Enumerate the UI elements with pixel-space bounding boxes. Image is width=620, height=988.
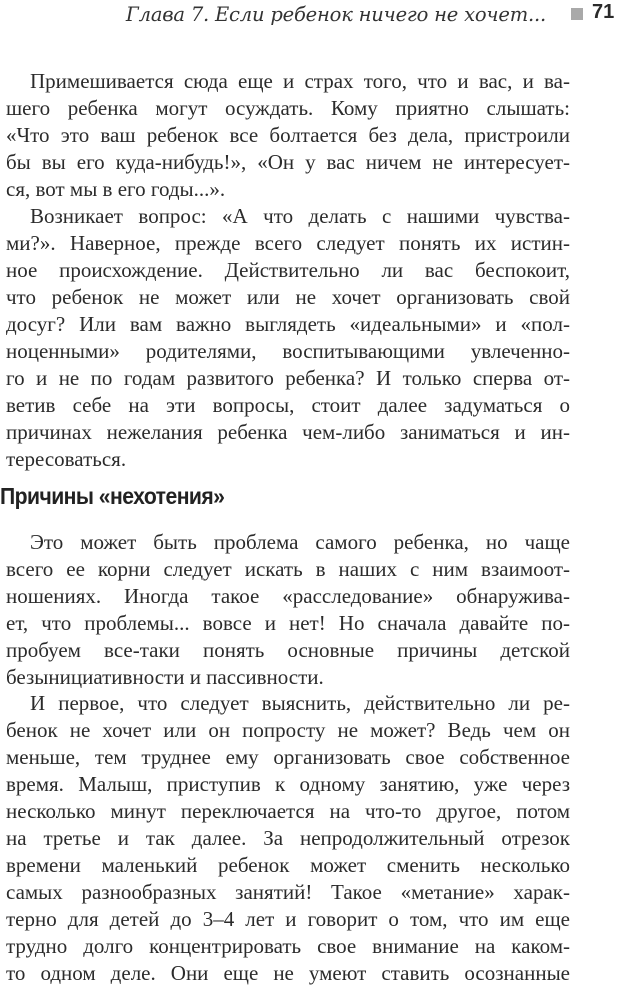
text-line: тересоваться. bbox=[6, 447, 127, 471]
text-line: ветив себе на эти вопросы, стоит далее задуматься о bbox=[6, 393, 570, 417]
text-line: «Что это ваш ребенок все болтается без дела, пристроили bbox=[6, 123, 570, 147]
text-line: ноценными» родителями, воспитывающими увлеченно- bbox=[6, 339, 570, 363]
text-line: причинах нежелания ребенка чем-либо заниматься и ин- bbox=[6, 420, 570, 444]
text-line: меньше, тем труднее ему организовать свое собственное bbox=[6, 745, 570, 769]
text-line: ся, вот мы в его годы...». bbox=[6, 177, 226, 201]
text-line: бы вы его куда-нибудь!», «Он у вас ничем не интересует- bbox=[6, 150, 570, 174]
text-line: ное происхождение. Действительно ли вас беспокоит, bbox=[6, 258, 570, 282]
text-line: на третье и так далее. За непродолжительный отрезок bbox=[6, 826, 570, 850]
text-line: всего ее корни следует искать в наших с ним взаимоот- bbox=[6, 557, 570, 581]
page-number: 71 bbox=[592, 1, 615, 23]
text-line: времени маленький ребенок может сменить несколько bbox=[6, 853, 570, 877]
page-header bbox=[0, 0, 620, 40]
text-line: го и не по годам развитого ребенка? И только сперва от- bbox=[6, 366, 570, 390]
text-line: пробуем все-таки понять основные причины детской bbox=[6, 638, 570, 662]
text-line: ми?». Наверное, прежде всего следует понять их истин- bbox=[6, 231, 570, 255]
text-line: досуг? Или вам важно выглядеть «идеальными» и «пол- bbox=[6, 312, 570, 336]
text-line: время. Малыш, приступив к одному занятию, уже через bbox=[6, 772, 570, 796]
page-marker-square bbox=[571, 8, 583, 20]
text-line: Возникает вопрос: «А что делать с нашими чувства- bbox=[30, 204, 570, 228]
text-line: что ребенок не может или не хочет организовать свой bbox=[6, 285, 570, 309]
text-line: безынициативности и пассивности. bbox=[6, 665, 324, 689]
text-line: ношениях. Иногда такое «расследование» обнаружива- bbox=[6, 584, 570, 608]
running-head: Глава 7. Если ребенок ничего не хочет... bbox=[125, 3, 546, 26]
section-heading: Причины «нехотения» bbox=[0, 483, 225, 509]
text-line: несколько минут переключается на что-то другое, потом bbox=[6, 799, 570, 823]
text-line: Примешивается сюда еще и страх того, что и вас, и ва- bbox=[30, 69, 570, 93]
text-line: бенок не хочет или он попросту не может? Ведь чем он bbox=[6, 718, 570, 742]
text-line: трудно долго концентрировать свое внимание на каком- bbox=[6, 934, 570, 958]
text-line: самых разнообразных занятий! Такое «метание» харак- bbox=[6, 880, 570, 904]
text-line: И первое, что следует выяснить, действительно ли ре- bbox=[30, 691, 570, 715]
text-line: терно для детей до 3–4 лет и говорит о том, что им еще bbox=[6, 907, 570, 931]
text-line: шего ребенка могут осуждать. Кому приятно слышать: bbox=[6, 96, 570, 120]
text-line: Это может быть проблема самого ребенка, но чаще bbox=[30, 530, 570, 554]
text-line: то одном деле. Они еще не умеют ставить осознанные bbox=[6, 961, 570, 985]
text-line: ет, что проблемы... вовсе и нет! Но сначала давайте по- bbox=[6, 611, 570, 635]
